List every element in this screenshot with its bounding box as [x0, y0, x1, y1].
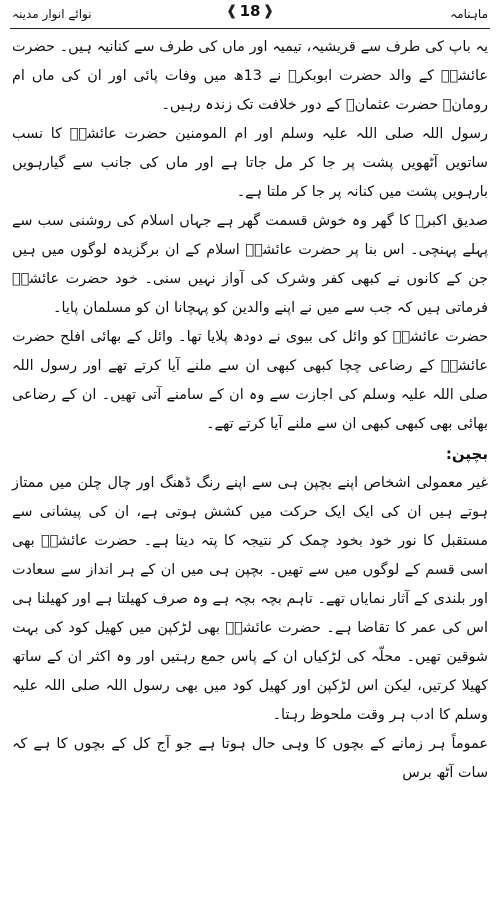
magazine-name: ماہنامہ: [450, 7, 488, 21]
article-body: [6, 33, 494, 788]
paragraph-childhood: غیر معمولی اشخاص اپنے بچپن ہی سے اپنے رنگ ڈھنگ اور چال چلن میں ممتاز ہوتے ہیں ان کی ایک ایک حرکت میں کشش ہوتی ہے، ان کی پیشانی سے مستقبل کا نور خود بخود چمک کر نتیجہ کا پتہ دیتا ہے۔ حضرت عائشہؓ بھی اسی قسم کے لوگوں میں سے تھیں۔ بچپن ہی میں ان کے ہر انداز سے سعادت اور بلندی کے آثار نمایاں تھے۔ تاہم بچہ بچہ ہے وہ صرف کھیلتا ہے اور کھیلنا ہی اس کی عمر کا تقاضا ہے۔ حضرت عائشہؓ بھی لڑکپن میں کھیل کود کی بہت شوقین تھیں۔ محلّہ کی لڑکیاں ان کے پاس جمع رہتیں اور وہ اکثر ان کے ساتھ کھیلا کرتیں، لیکن اس لڑکپن اور کھیل کود میں بھی رسول اللہ صلی اللہ علیہ وسلم کا ادب ہر وقت ملحوظ رہتا۔: [12, 475, 488, 723]
page-number: 18: [239, 2, 261, 20]
paragraph-children-nature: عموماً ہر زمانے کے بچوں کا وہی حال ہوتا ہے جو آج کل کے بچوں کا ہے کہ سات آٹھ برس: [12, 736, 488, 781]
page-header: [6, 0, 494, 28]
header-divider: [10, 28, 490, 29]
publication-name: نوائے انوار مدینہ: [12, 7, 92, 21]
page-number-box: [226, 2, 274, 20]
ornament-left-icon: ❱: [225, 3, 238, 19]
paragraph-lineage: یہ باپ کی طرف سے قریشیہ، تیمیہ اور ماں کی طرف سے کنانیہ ہیں۔ حضرت عائشہؓ کے والد حضرت ابوبکرؓ نے 13ھ میں وفات پائی اور ان کی ماں ام رومانؓ حضرت عثمانؓ کے دور خلافت تک زندہ رہیں۔: [12, 39, 488, 113]
paragraph-genealogy: رسول اللہ صلی اللہ علیہ وسلم اور ام المومنین حضرت عائشہؓ کا نسب ساتویں آٹھویں پشت پر جا کر مل جاتا ہے اور ماں کی جانب سے گیارہویں بارہویں پشت میں کنانہ پر جا کر ملتا ہے۔: [12, 126, 488, 200]
section-heading-childhood: بچپن:: [445, 445, 488, 463]
paragraph-foster-relations: حضرت عائشہؓ کو وائل کی بیوی نے دودھ پلایا تھا۔ وائل کے بھائی افلح حضرت عائشہؓ کے رضاعی چچا کبھی کبھی ان سے ملنے آیا کرتے تھے اور رسول اللہ صلی اللہ علیہ وسلم کی اجازت سے وہ ان کے سامنے آتی تھیں۔ ان کے رضاعی بھائی بھی کبھی کبھی ان سے ملنے آیا کرتے تھے۔: [12, 329, 488, 432]
paragraph-house-of-islam: صدیق اکبرؓ کا گھر وہ خوش قسمت گھر ہے جہاں اسلام کی روشنی سب سے پہلے پہنچی۔ اس بنا پر حضرت عائشہؓ اسلام کے ان برگزیدہ لوگوں میں ہیں جن کے کانوں نے کبھی کفر وشرک کی آواز نہیں سنی۔ خود حضرت عائشہؓ فرماتی ہیں کہ جب سے میں نے اپنے والدین کو پہچانا ان کو مسلمان پایا۔: [12, 213, 488, 316]
ornament-right-icon: ❰: [262, 3, 275, 19]
